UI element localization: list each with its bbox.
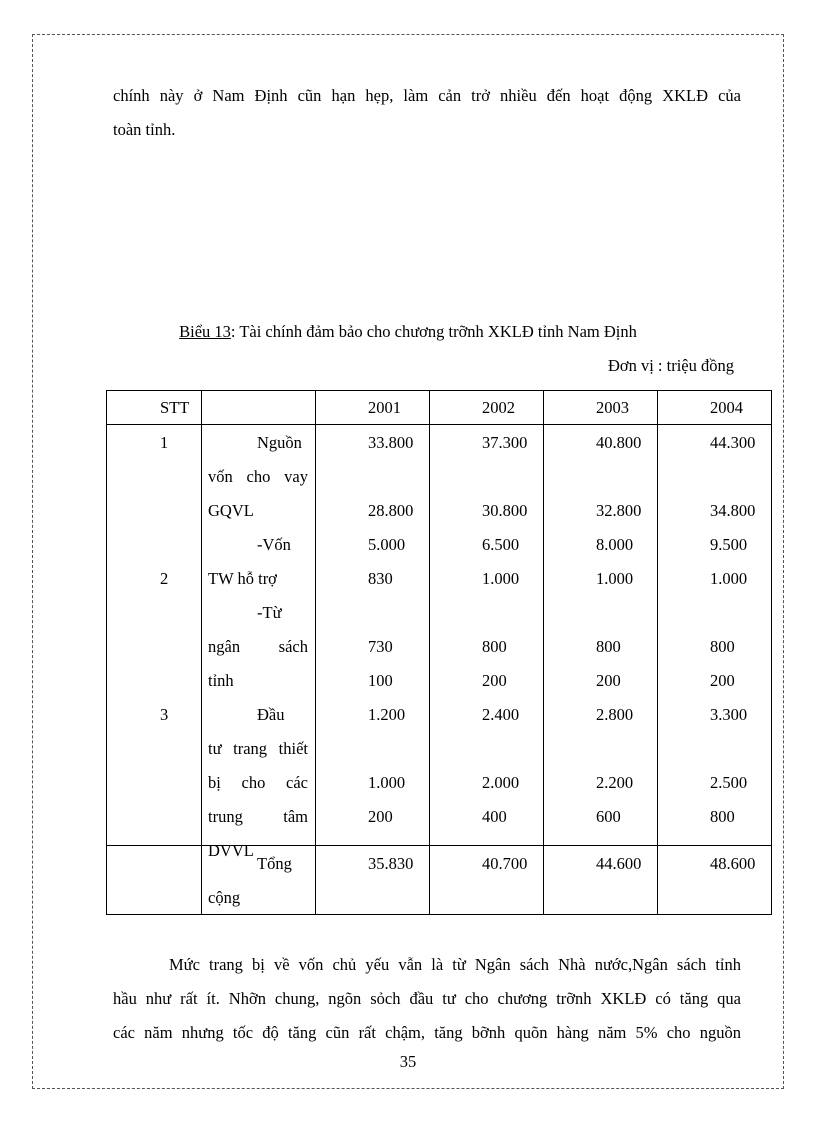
total-row — [107, 846, 772, 915]
header-2003: 2003 — [544, 391, 658, 425]
total-2001: 35.830 — [316, 846, 430, 915]
body-line-1: Mức trang bị về vốn chủ yếu vẫn là từ Ngân sách Nhà nước,Ngân sách tỉnh — [169, 955, 741, 974]
body-line-3: các năm nhưng tốc độ tăng cũn rất chậm, tăng bỡnh quõn hàng năm 5% cho nguồn — [113, 1023, 741, 1042]
body-line-2: hầu như rất ít. Nhỡn chung, ngõn sỏch đầu tư cho chương trỡnh XKLĐ có tăng qua — [113, 989, 741, 1008]
intro-paragraph — [113, 79, 741, 147]
header-2002: 2002 — [430, 391, 544, 425]
table-header-row — [107, 391, 772, 425]
values-2004: 44.300 34.800 9.500 1.000 800 200 3.300 2.500 800 — [658, 425, 772, 846]
caption-text: : Tài chính đảm bảo cho chương trỡnh XKLĐ tỉnh Nam Định — [230, 322, 637, 341]
intro-line-1: chính này ở Nam Định cũn hạn hẹp, làm cản trở nhiều đến hoạt động XKLĐ của — [113, 86, 741, 105]
total-2004: 48.600 — [658, 846, 772, 915]
values-2003: 40.800 32.800 8.000 1.000 800 200 2.800 2.200 600 — [544, 425, 658, 846]
total-label-line-1: Tổng — [257, 854, 292, 873]
header-2004: 2004 — [658, 391, 772, 425]
total-stt-cell — [107, 846, 202, 915]
header-2001: 2001 — [316, 391, 430, 425]
finance-table — [106, 390, 772, 915]
header-description — [202, 391, 316, 425]
values-2002: 37.300 30.800 6.500 1.000 800 200 2.400 2.000 400 — [430, 425, 544, 846]
total-label-line-2: cộng — [208, 888, 241, 907]
header-stt: STT — [107, 391, 202, 425]
total-2002: 40.700 — [430, 846, 544, 915]
page-number: 35 — [399, 1052, 417, 1071]
table-body-row — [107, 425, 772, 846]
description-cell: Nguồn vốn cho vay GQVL -Vốn TW hỗ trợ -Từ ngân sách tỉnh Đầu tư trang thiết bị cho các trung tâm DVVL — [202, 425, 316, 846]
values-2001: 33.800 28.800 5.000 830 730 100 1.200 1.000 200 — [316, 425, 430, 846]
body-paragraph — [113, 948, 741, 1050]
unit-label: Đơn vị : triệu đồng — [607, 356, 734, 375]
caption-label: Biểu 13 — [179, 322, 231, 341]
stt-cell: 1 2 3 — [107, 425, 202, 846]
intro-line-2: toàn tỉnh. — [113, 120, 176, 139]
total-2003: 44.600 — [544, 846, 658, 915]
table-caption — [0, 322, 816, 342]
